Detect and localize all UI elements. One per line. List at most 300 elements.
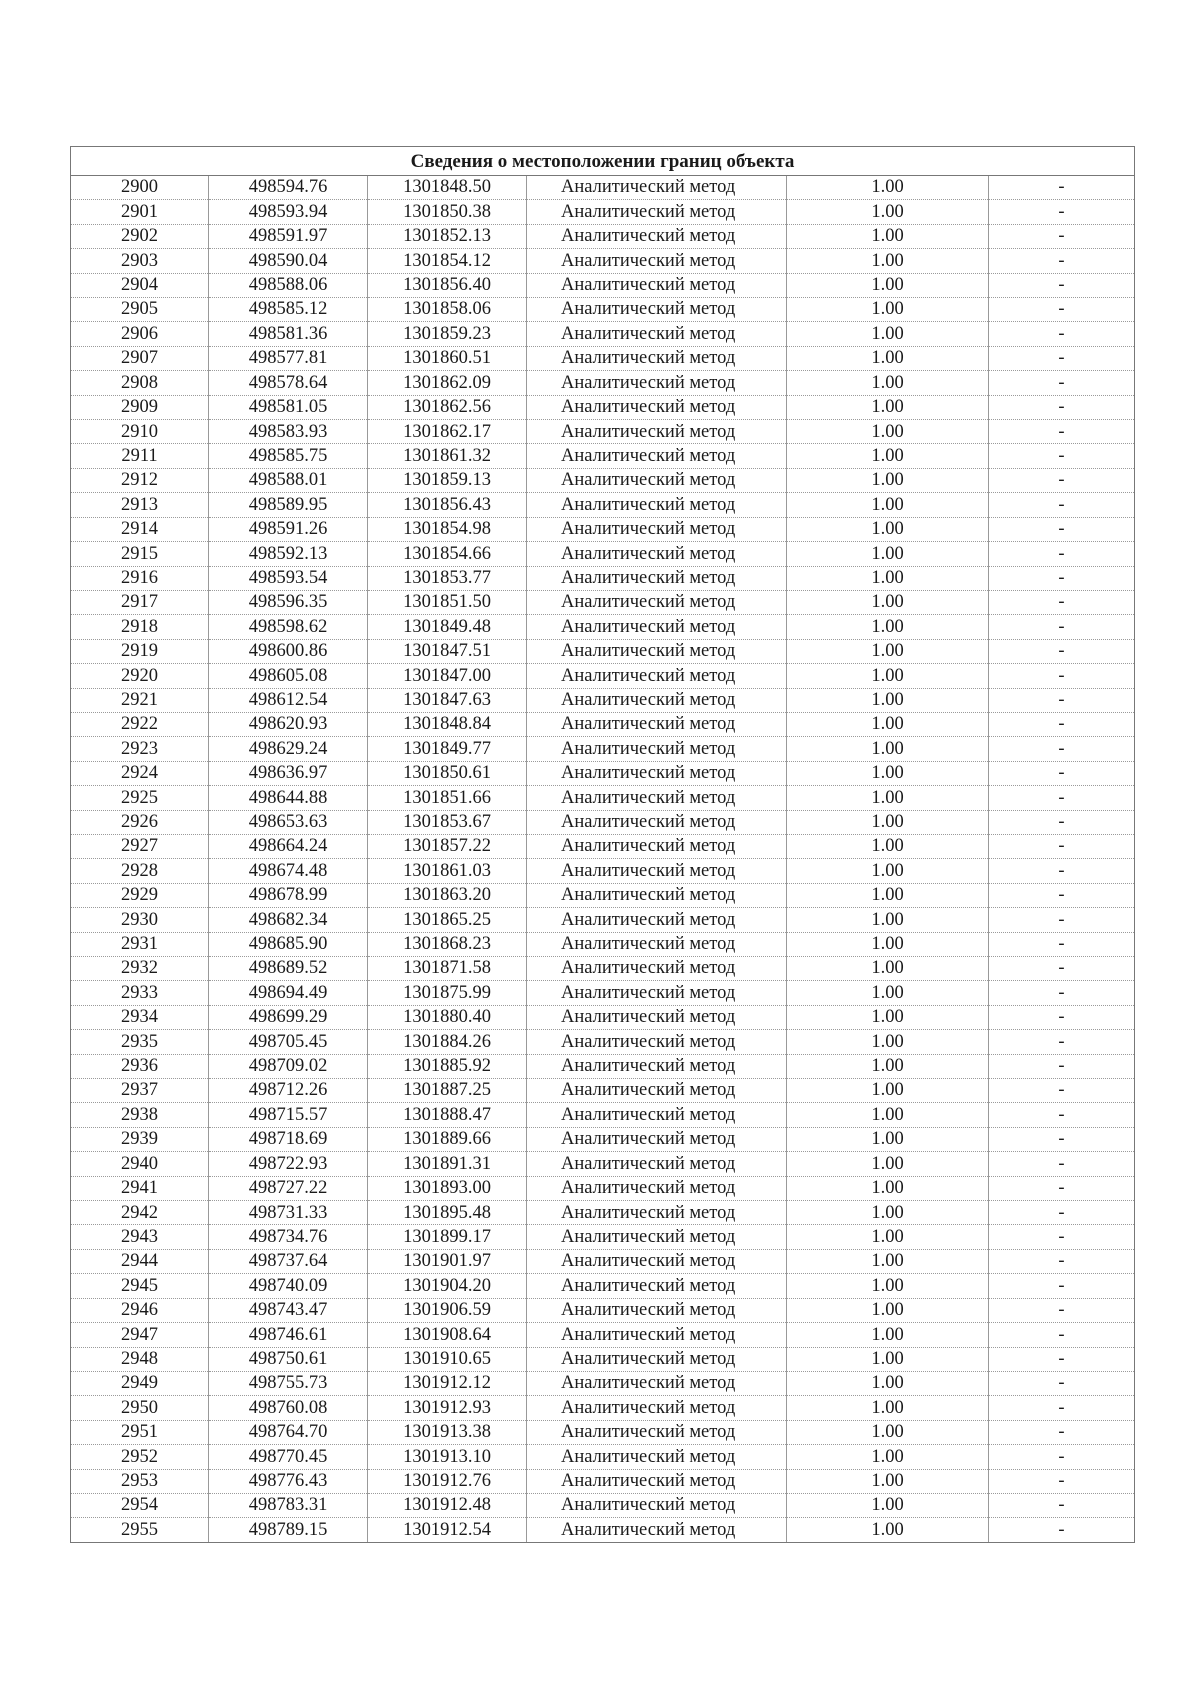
x-coordinate-cell: 498593.54 (209, 566, 368, 590)
table-row (71, 664, 1135, 688)
note-cell: - (989, 224, 1135, 248)
precision-cell: 1.00 (787, 859, 989, 883)
note-cell: - (989, 1298, 1135, 1322)
note-cell: - (989, 810, 1135, 834)
method-cell: Аналитический метод (527, 273, 787, 297)
precision-cell: 1.00 (787, 834, 989, 858)
y-coordinate-cell: 1301853.77 (368, 566, 527, 590)
point-number-cell: 2903 (71, 249, 209, 273)
method-cell: Аналитический метод (527, 1030, 787, 1054)
note-cell: - (989, 1103, 1135, 1127)
precision-cell: 1.00 (787, 1396, 989, 1420)
x-coordinate-cell: 498594.76 (209, 176, 368, 200)
method-cell: Аналитический метод (527, 1225, 787, 1249)
y-coordinate-cell: 1301912.93 (368, 1396, 527, 1420)
precision-cell: 1.00 (787, 1420, 989, 1444)
method-cell: Аналитический метод (527, 346, 787, 370)
y-coordinate-cell: 1301865.25 (368, 908, 527, 932)
table-body (71, 176, 1135, 1543)
table-title: Сведения о местоположении границ объекта (71, 147, 1135, 176)
y-coordinate-cell: 1301861.32 (368, 444, 527, 468)
note-cell: - (989, 1127, 1135, 1151)
method-cell: Аналитический метод (527, 420, 787, 444)
precision-cell: 1.00 (787, 1030, 989, 1054)
x-coordinate-cell: 498629.24 (209, 737, 368, 761)
table-row (71, 200, 1135, 224)
precision-cell: 1.00 (787, 322, 989, 346)
x-coordinate-cell: 498583.93 (209, 420, 368, 444)
precision-cell: 1.00 (787, 1493, 989, 1517)
table-row (71, 517, 1135, 541)
table-row (71, 957, 1135, 981)
y-coordinate-cell: 1301868.23 (368, 932, 527, 956)
y-coordinate-cell: 1301854.12 (368, 249, 527, 273)
note-cell: - (989, 1493, 1135, 1517)
note-cell: - (989, 371, 1135, 395)
precision-cell: 1.00 (787, 1347, 989, 1371)
x-coordinate-cell: 498776.43 (209, 1469, 368, 1493)
table-row (71, 834, 1135, 858)
method-cell: Аналитический метод (527, 1493, 787, 1517)
note-cell: - (989, 517, 1135, 541)
point-number-cell: 2939 (71, 1127, 209, 1151)
point-number-cell: 2923 (71, 737, 209, 761)
method-cell: Аналитический метод (527, 566, 787, 590)
y-coordinate-cell: 1301851.66 (368, 786, 527, 810)
note-cell: - (989, 1518, 1135, 1542)
method-cell: Аналитический метод (527, 371, 787, 395)
y-coordinate-cell: 1301854.98 (368, 517, 527, 541)
note-cell: - (989, 1396, 1135, 1420)
x-coordinate-cell: 498764.70 (209, 1420, 368, 1444)
y-coordinate-cell: 1301895.48 (368, 1201, 527, 1225)
y-coordinate-cell: 1301848.50 (368, 176, 527, 200)
table-row (71, 883, 1135, 907)
note-cell: - (989, 395, 1135, 419)
document-sheet (70, 146, 1134, 1543)
point-number-cell: 2954 (71, 1493, 209, 1517)
table-row (71, 420, 1135, 444)
method-cell: Аналитический метод (527, 468, 787, 492)
y-coordinate-cell: 1301871.58 (368, 957, 527, 981)
table-row (71, 1005, 1135, 1029)
table-row (71, 566, 1135, 590)
method-cell: Аналитический метод (527, 493, 787, 517)
x-coordinate-cell: 498592.13 (209, 542, 368, 566)
method-cell: Аналитический метод (527, 834, 787, 858)
point-number-cell: 2946 (71, 1298, 209, 1322)
note-cell: - (989, 834, 1135, 858)
point-number-cell: 2947 (71, 1323, 209, 1347)
y-coordinate-cell: 1301885.92 (368, 1054, 527, 1078)
point-number-cell: 2936 (71, 1054, 209, 1078)
precision-cell: 1.00 (787, 224, 989, 248)
y-coordinate-cell: 1301859.13 (368, 468, 527, 492)
table-row (71, 1274, 1135, 1298)
x-coordinate-cell: 498740.09 (209, 1274, 368, 1298)
point-number-cell: 2906 (71, 322, 209, 346)
method-cell: Аналитический метод (527, 1103, 787, 1127)
method-cell: Аналитический метод (527, 1054, 787, 1078)
point-number-cell: 2917 (71, 590, 209, 614)
y-coordinate-cell: 1301904.20 (368, 1274, 527, 1298)
note-cell: - (989, 957, 1135, 981)
note-cell: - (989, 1420, 1135, 1444)
x-coordinate-cell: 498620.93 (209, 712, 368, 736)
method-cell: Аналитический метод (527, 639, 787, 663)
x-coordinate-cell: 498718.69 (209, 1127, 368, 1151)
y-coordinate-cell: 1301908.64 (368, 1323, 527, 1347)
note-cell: - (989, 493, 1135, 517)
y-coordinate-cell: 1301862.09 (368, 371, 527, 395)
precision-cell: 1.00 (787, 1079, 989, 1103)
point-number-cell: 2924 (71, 761, 209, 785)
table-row (71, 1127, 1135, 1151)
point-number-cell: 2933 (71, 981, 209, 1005)
precision-cell: 1.00 (787, 712, 989, 736)
precision-cell: 1.00 (787, 1274, 989, 1298)
point-number-cell: 2950 (71, 1396, 209, 1420)
table-row (71, 1347, 1135, 1371)
table-row (71, 468, 1135, 492)
y-coordinate-cell: 1301859.23 (368, 322, 527, 346)
precision-cell: 1.00 (787, 517, 989, 541)
method-cell: Аналитический метод (527, 859, 787, 883)
table-row (71, 1493, 1135, 1517)
x-coordinate-cell: 498760.08 (209, 1396, 368, 1420)
note-cell: - (989, 322, 1135, 346)
precision-cell: 1.00 (787, 664, 989, 688)
method-cell: Аналитический метод (527, 688, 787, 712)
x-coordinate-cell: 498783.31 (209, 1493, 368, 1517)
point-number-cell: 2930 (71, 908, 209, 932)
y-coordinate-cell: 1301910.65 (368, 1347, 527, 1371)
point-number-cell: 2912 (71, 468, 209, 492)
method-cell: Аналитический метод (527, 1152, 787, 1176)
y-coordinate-cell: 1301887.25 (368, 1079, 527, 1103)
point-number-cell: 2915 (71, 542, 209, 566)
point-number-cell: 2952 (71, 1445, 209, 1469)
x-coordinate-cell: 498664.24 (209, 834, 368, 858)
point-number-cell: 2944 (71, 1249, 209, 1273)
table-row (71, 1054, 1135, 1078)
point-number-cell: 2908 (71, 371, 209, 395)
x-coordinate-cell: 498581.36 (209, 322, 368, 346)
note-cell: - (989, 1079, 1135, 1103)
point-number-cell: 2951 (71, 1420, 209, 1444)
point-number-cell: 2931 (71, 932, 209, 956)
note-cell: - (989, 1005, 1135, 1029)
x-coordinate-cell: 498678.99 (209, 883, 368, 907)
precision-cell: 1.00 (787, 444, 989, 468)
point-number-cell: 2927 (71, 834, 209, 858)
method-cell: Аналитический метод (527, 1201, 787, 1225)
y-coordinate-cell: 1301852.13 (368, 224, 527, 248)
precision-cell: 1.00 (787, 761, 989, 785)
x-coordinate-cell: 498578.64 (209, 371, 368, 395)
y-coordinate-cell: 1301849.48 (368, 615, 527, 639)
y-coordinate-cell: 1301906.59 (368, 1298, 527, 1322)
y-coordinate-cell: 1301853.67 (368, 810, 527, 834)
point-number-cell: 2907 (71, 346, 209, 370)
x-coordinate-cell: 498581.05 (209, 395, 368, 419)
note-cell: - (989, 1371, 1135, 1395)
x-coordinate-cell: 498636.97 (209, 761, 368, 785)
table-row (71, 1079, 1135, 1103)
point-number-cell: 2953 (71, 1469, 209, 1493)
precision-cell: 1.00 (787, 176, 989, 200)
precision-cell: 1.00 (787, 1054, 989, 1078)
x-coordinate-cell: 498588.01 (209, 468, 368, 492)
precision-cell: 1.00 (787, 371, 989, 395)
precision-cell: 1.00 (787, 1225, 989, 1249)
precision-cell: 1.00 (787, 1469, 989, 1493)
table-row (71, 1298, 1135, 1322)
table-row (71, 908, 1135, 932)
x-coordinate-cell: 498585.75 (209, 444, 368, 468)
point-number-cell: 2935 (71, 1030, 209, 1054)
y-coordinate-cell: 1301912.76 (368, 1469, 527, 1493)
note-cell: - (989, 639, 1135, 663)
y-coordinate-cell: 1301856.43 (368, 493, 527, 517)
point-number-cell: 2948 (71, 1347, 209, 1371)
table-row (71, 395, 1135, 419)
precision-cell: 1.00 (787, 468, 989, 492)
x-coordinate-cell: 498709.02 (209, 1054, 368, 1078)
note-cell: - (989, 786, 1135, 810)
note-cell: - (989, 273, 1135, 297)
table-row (71, 737, 1135, 761)
method-cell: Аналитический метод (527, 1469, 787, 1493)
table-row (71, 1469, 1135, 1493)
y-coordinate-cell: 1301899.17 (368, 1225, 527, 1249)
note-cell: - (989, 712, 1135, 736)
note-cell: - (989, 1225, 1135, 1249)
table-row (71, 590, 1135, 614)
point-number-cell: 2945 (71, 1274, 209, 1298)
note-cell: - (989, 883, 1135, 907)
x-coordinate-cell: 498689.52 (209, 957, 368, 981)
precision-cell: 1.00 (787, 298, 989, 322)
x-coordinate-cell: 498589.95 (209, 493, 368, 517)
method-cell: Аналитический метод (527, 932, 787, 956)
y-coordinate-cell: 1301851.50 (368, 590, 527, 614)
y-coordinate-cell: 1301862.56 (368, 395, 527, 419)
method-cell: Аналитический метод (527, 957, 787, 981)
note-cell: - (989, 981, 1135, 1005)
method-cell: Аналитический метод (527, 249, 787, 273)
x-coordinate-cell: 498731.33 (209, 1201, 368, 1225)
point-number-cell: 2916 (71, 566, 209, 590)
note-cell: - (989, 444, 1135, 468)
note-cell: - (989, 542, 1135, 566)
y-coordinate-cell: 1301912.12 (368, 1371, 527, 1395)
y-coordinate-cell: 1301857.22 (368, 834, 527, 858)
note-cell: - (989, 200, 1135, 224)
table-title-row (71, 147, 1135, 176)
x-coordinate-cell: 498699.29 (209, 1005, 368, 1029)
point-number-cell: 2941 (71, 1176, 209, 1200)
x-coordinate-cell: 498694.49 (209, 981, 368, 1005)
precision-cell: 1.00 (787, 981, 989, 1005)
table-row (71, 810, 1135, 834)
method-cell: Аналитический метод (527, 810, 787, 834)
point-number-cell: 2904 (71, 273, 209, 297)
table-row (71, 712, 1135, 736)
x-coordinate-cell: 498743.47 (209, 1298, 368, 1322)
method-cell: Аналитический метод (527, 1249, 787, 1273)
x-coordinate-cell: 498685.90 (209, 932, 368, 956)
method-cell: Аналитический метод (527, 737, 787, 761)
table-row (71, 1030, 1135, 1054)
table-row (71, 444, 1135, 468)
precision-cell: 1.00 (787, 957, 989, 981)
method-cell: Аналитический метод (527, 1396, 787, 1420)
note-cell: - (989, 1152, 1135, 1176)
precision-cell: 1.00 (787, 542, 989, 566)
y-coordinate-cell: 1301884.26 (368, 1030, 527, 1054)
point-number-cell: 2942 (71, 1201, 209, 1225)
table-row (71, 932, 1135, 956)
x-coordinate-cell: 498727.22 (209, 1176, 368, 1200)
x-coordinate-cell: 498737.64 (209, 1249, 368, 1273)
precision-cell: 1.00 (787, 590, 989, 614)
y-coordinate-cell: 1301849.77 (368, 737, 527, 761)
precision-cell: 1.00 (787, 1176, 989, 1200)
table-row (71, 176, 1135, 200)
precision-cell: 1.00 (787, 1323, 989, 1347)
point-number-cell: 2938 (71, 1103, 209, 1127)
point-number-cell: 2929 (71, 883, 209, 907)
precision-cell: 1.00 (787, 493, 989, 517)
x-coordinate-cell: 498600.86 (209, 639, 368, 663)
note-cell: - (989, 590, 1135, 614)
point-number-cell: 2909 (71, 395, 209, 419)
y-coordinate-cell: 1301863.20 (368, 883, 527, 907)
precision-cell: 1.00 (787, 1127, 989, 1151)
point-number-cell: 2920 (71, 664, 209, 688)
table-row (71, 1396, 1135, 1420)
note-cell: - (989, 1274, 1135, 1298)
table-row (71, 371, 1135, 395)
point-number-cell: 2901 (71, 200, 209, 224)
y-coordinate-cell: 1301850.38 (368, 200, 527, 224)
method-cell: Аналитический метод (527, 1445, 787, 1469)
precision-cell: 1.00 (787, 1371, 989, 1395)
note-cell: - (989, 1469, 1135, 1493)
precision-cell: 1.00 (787, 1298, 989, 1322)
precision-cell: 1.00 (787, 1445, 989, 1469)
y-coordinate-cell: 1301862.17 (368, 420, 527, 444)
precision-cell: 1.00 (787, 1152, 989, 1176)
method-cell: Аналитический метод (527, 1518, 787, 1542)
table-row (71, 1323, 1135, 1347)
note-cell: - (989, 1445, 1135, 1469)
method-cell: Аналитический метод (527, 712, 787, 736)
y-coordinate-cell: 1301913.38 (368, 1420, 527, 1444)
method-cell: Аналитический метод (527, 786, 787, 810)
x-coordinate-cell: 498596.35 (209, 590, 368, 614)
method-cell: Аналитический метод (527, 1005, 787, 1029)
point-number-cell: 2928 (71, 859, 209, 883)
table-row (71, 1103, 1135, 1127)
method-cell: Аналитический метод (527, 224, 787, 248)
y-coordinate-cell: 1301891.31 (368, 1152, 527, 1176)
method-cell: Аналитический метод (527, 664, 787, 688)
point-number-cell: 2937 (71, 1079, 209, 1103)
point-number-cell: 2925 (71, 786, 209, 810)
precision-cell: 1.00 (787, 810, 989, 834)
note-cell: - (989, 737, 1135, 761)
note-cell: - (989, 1323, 1135, 1347)
precision-cell: 1.00 (787, 615, 989, 639)
note-cell: - (989, 908, 1135, 932)
y-coordinate-cell: 1301893.00 (368, 1176, 527, 1200)
method-cell: Аналитический метод (527, 1420, 787, 1444)
precision-cell: 1.00 (787, 688, 989, 712)
note-cell: - (989, 932, 1135, 956)
table-row (71, 346, 1135, 370)
table-row (71, 859, 1135, 883)
point-number-cell: 2900 (71, 176, 209, 200)
x-coordinate-cell: 498591.97 (209, 224, 368, 248)
precision-cell: 1.00 (787, 420, 989, 444)
x-coordinate-cell: 498585.12 (209, 298, 368, 322)
x-coordinate-cell: 498770.45 (209, 1445, 368, 1469)
method-cell: Аналитический метод (527, 1079, 787, 1103)
x-coordinate-cell: 498682.34 (209, 908, 368, 932)
table-row (71, 1445, 1135, 1469)
table-row (71, 1518, 1135, 1542)
method-cell: Аналитический метод (527, 883, 787, 907)
x-coordinate-cell: 498593.94 (209, 200, 368, 224)
method-cell: Аналитический метод (527, 1323, 787, 1347)
method-cell: Аналитический метод (527, 1371, 787, 1395)
y-coordinate-cell: 1301912.48 (368, 1493, 527, 1517)
note-cell: - (989, 420, 1135, 444)
point-number-cell: 2905 (71, 298, 209, 322)
precision-cell: 1.00 (787, 395, 989, 419)
precision-cell: 1.00 (787, 908, 989, 932)
y-coordinate-cell: 1301889.66 (368, 1127, 527, 1151)
precision-cell: 1.00 (787, 737, 989, 761)
table-row (71, 786, 1135, 810)
precision-cell: 1.00 (787, 249, 989, 273)
table-row (71, 273, 1135, 297)
x-coordinate-cell: 498644.88 (209, 786, 368, 810)
table-row (71, 1176, 1135, 1200)
table-row (71, 761, 1135, 785)
method-cell: Аналитический метод (527, 444, 787, 468)
precision-cell: 1.00 (787, 1103, 989, 1127)
point-number-cell: 2921 (71, 688, 209, 712)
table-row (71, 249, 1135, 273)
note-cell: - (989, 1054, 1135, 1078)
method-cell: Аналитический метод (527, 1176, 787, 1200)
point-number-cell: 2943 (71, 1225, 209, 1249)
table-row (71, 1371, 1135, 1395)
x-coordinate-cell: 498755.73 (209, 1371, 368, 1395)
x-coordinate-cell: 498577.81 (209, 346, 368, 370)
x-coordinate-cell: 498734.76 (209, 1225, 368, 1249)
x-coordinate-cell: 498591.26 (209, 517, 368, 541)
x-coordinate-cell: 498750.61 (209, 1347, 368, 1371)
y-coordinate-cell: 1301850.61 (368, 761, 527, 785)
method-cell: Аналитический метод (527, 200, 787, 224)
table-row (71, 224, 1135, 248)
method-cell: Аналитический метод (527, 517, 787, 541)
point-number-cell: 2913 (71, 493, 209, 517)
